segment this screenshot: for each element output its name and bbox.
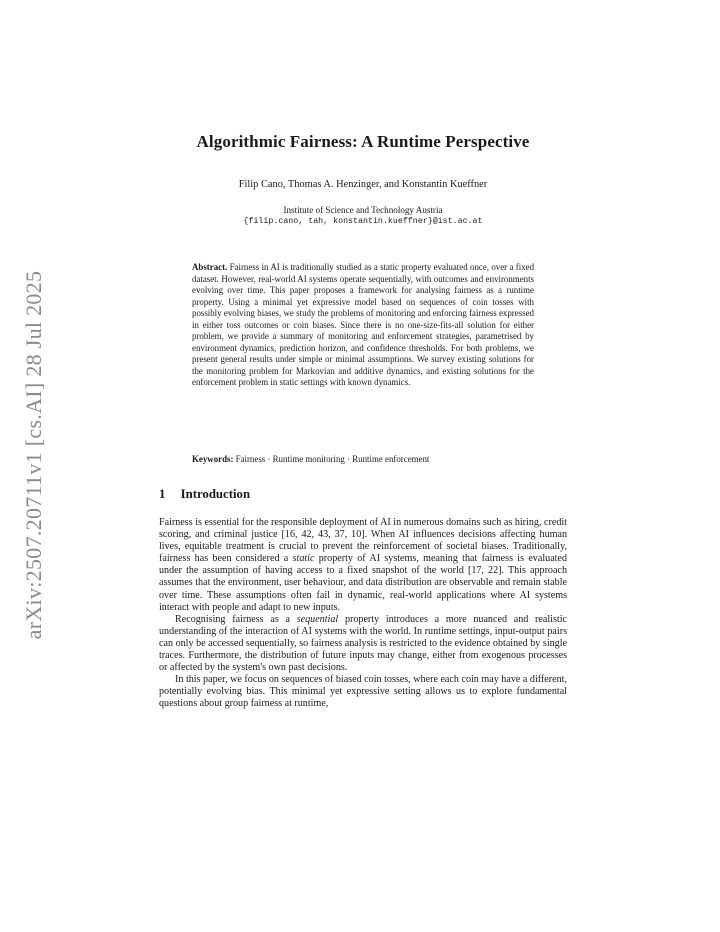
- keywords: [192, 454, 534, 464]
- section-title: Introduction: [180, 487, 251, 501]
- affiliation: Institute of Science and Technology Austria: [283, 205, 443, 215]
- section-number: 1: [159, 487, 166, 501]
- abstract-label: Abstract.: [192, 262, 228, 272]
- keywords-label: Keywords:: [192, 454, 234, 464]
- paper-title: Algorithmic Fairness: A Runtime Perspective: [196, 132, 530, 151]
- paragraph: In this paper, we focus on sequences of biased coin tosses, where each coin may have a different, potentially evolving bias. This minimal yet expressive setting allows us to explore fundamental questions about group fairness at runtime,: [159, 674, 567, 710]
- author-emails: {filip.cano, tah, konstantin.kueffner}@ist.ac.at: [243, 217, 483, 226]
- arxiv-identifier: arXiv:2507.20711v1 [cs.AI] 28 Jul 2025: [21, 270, 46, 640]
- keywords-text: Fairness · Runtime monitoring · Runtime enforcement: [235, 454, 430, 464]
- paragraph: Fairness is essential for the responsible deployment of AI in numerous domains such as hiring, credit scoring, and criminal justice [16, 42, 43, 37, 10]. When AI influences decisions affecting human lives, equitable treatment is crucial to prevent the reinforcement of societal biases. Traditionally, fairness has been considered a static property of AI systems, meaning that fairness is evaluated under the assumption of having access to a fixed snapshot of the world [17, 22]. This approach assumes that the environment, user behaviour, and data distribution are observable and remain stable over time. These assumptions often fail in dynamic, real-world applications where AI systems interact with people and adapt to new inputs.: [159, 517, 568, 613]
- section-body: [159, 517, 567, 711]
- abstract-text: Fairness in AI is traditionally studied as a static property evaluated once, over a fixed dataset. However, real-world AI systems operate sequentially, with outcomes and environments evolving over time. This paper proposes a framework for analysing fairness as a runtime property. Using a minimal yet expressive model based on sequences of coin tosses with possibly evolving biases, we study the problems of monitoring and enforcing fairness expressed in either toss outcomes or coin biases. Since there is no one-size-fits-all solution for either problem, we provide a summary of monitoring and enforcement strategies, parametrised by environment dynamics, prediction horizon, and confidence thresholds. For both problems, we present general results under simple or minimal assumptions. We survey existing solutions for the monitoring problem for Markovian and additive dynamics, and existing solutions for the enforcement problem in static settings with known dynamics.: [192, 262, 535, 388]
- affiliation-block: [159, 204, 567, 228]
- paragraph: Recognising fairness as a sequential property introduces a more nuanced and realistic understanding of the interaction of AI systems with the world. In runtime settings, input-output pairs can only be accessed sequentially, so fairness analysis is restricted to the evidence obtained by single traces. Furthermore, the distribution of future inputs may change, either from exogenous processes or affected by the system's own past decisions.: [159, 613, 567, 674]
- author-list: Filip Cano, Thomas A. Henzinger, and Konstantin Kueffner: [238, 179, 488, 190]
- arxiv-side-stamp: [8, 270, 60, 640]
- abstract: [192, 262, 534, 389]
- section-heading: [159, 487, 250, 502]
